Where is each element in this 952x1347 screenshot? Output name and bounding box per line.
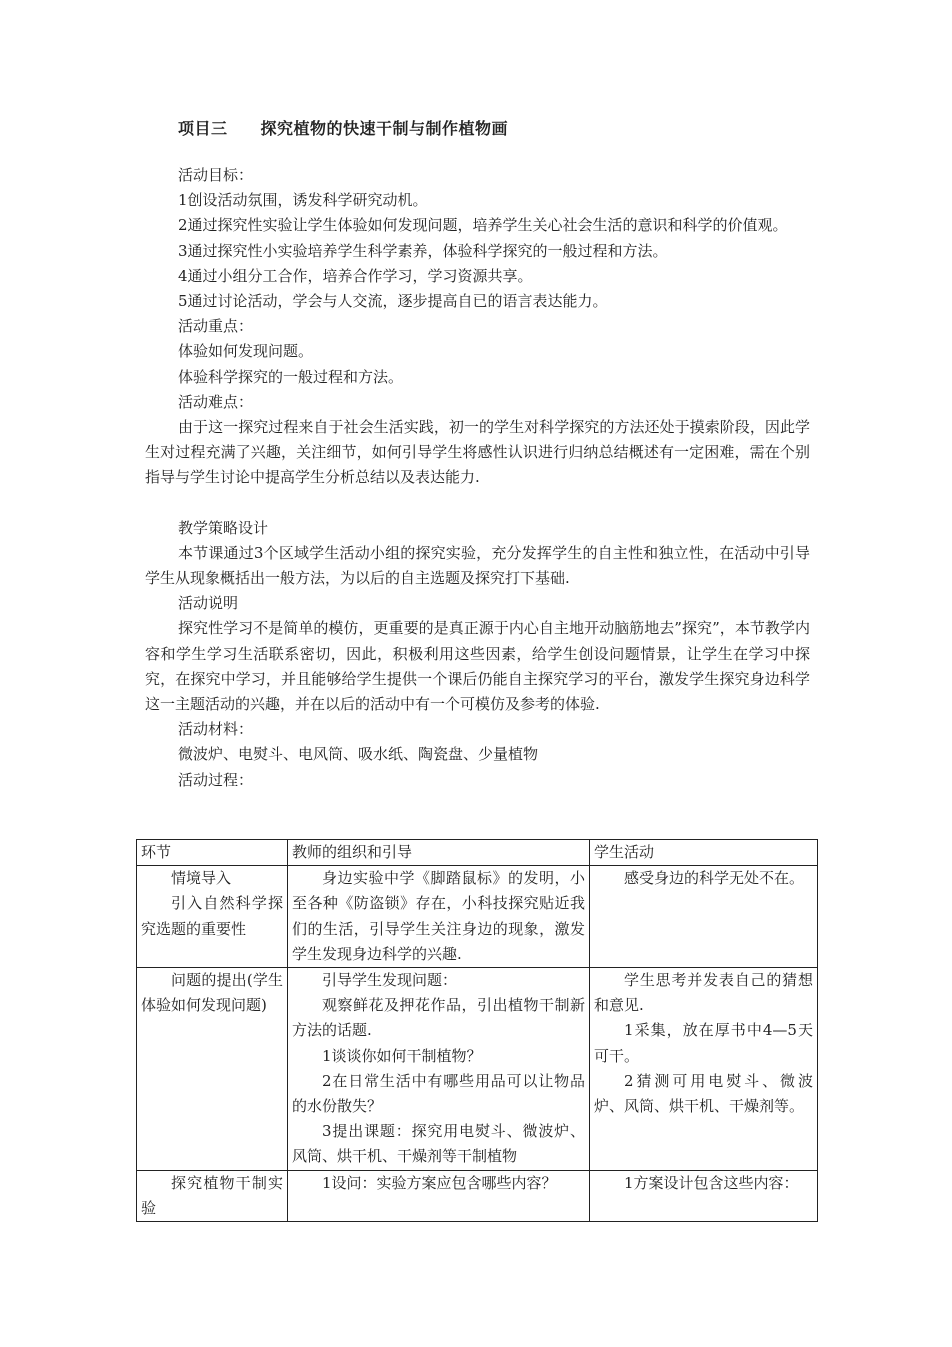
document-body: [145, 163, 810, 793]
student-text: 2猜测可用电熨斗、微波炉、风筒、烘干机、干燥剂等。: [594, 1071, 813, 1116]
student-cell: [590, 968, 818, 1171]
stage-text: 引入自然科学探究选题的重要性: [141, 894, 283, 938]
teacher-text: 身边实验中学《脚踏鼠标》的发明，小至各种《防盗锁》存在，小科技探究贴近我们的生活，引导学生关注身边的现象，激发学生发现身边科学的兴趣.: [292, 869, 585, 963]
objective-2: 2通过探究性实验让学生体验如何发现问题，培养学生关心社会生活的意识和科学的价值观。: [178, 216, 788, 235]
key-point-2: 体验科学探究的一般过程和方法。: [178, 367, 404, 386]
teacher-text: 1谈谈你如何干制植物？: [322, 1046, 482, 1065]
objective-1: 1创设活动氛围，诱发科学研究动机。: [178, 191, 428, 210]
header-stage: 环节: [137, 840, 288, 866]
heading-objectives: 活动目标：: [178, 166, 254, 184]
teacher-text: 引导学生发现问题：: [322, 971, 458, 990]
header-teacher: 教师的组织和引导: [288, 840, 590, 866]
objective-5: 5通过讨论活动，学会与人交流，逐步提高自已的语言表达能力。: [178, 292, 608, 311]
heading-description: 活动说明: [178, 594, 239, 613]
stage-cell: [137, 866, 288, 968]
heading-process: 活动过程：: [178, 770, 254, 789]
student-cell: [590, 866, 818, 968]
stage-text: 探究植物干制实验: [141, 1173, 283, 1217]
heading-strategy: 教学策略设计: [178, 518, 269, 537]
student-text: 感受身边的科学无处不在。: [624, 869, 805, 888]
teacher-text: 观察鲜花及押花作品，引出植物干制新方法的话题.: [292, 996, 585, 1040]
student-cell: [590, 1170, 818, 1221]
page-title: 项目三 探究植物的快速干制与制作植物画: [178, 119, 509, 138]
table-row: [137, 968, 818, 1171]
teacher-text: 3提出课题：探究用电熨斗、微波炉、风筒、烘干机、干燥剂等干制植物: [292, 1122, 585, 1166]
heading-key-points: 活动重点：: [178, 317, 254, 336]
teacher-cell: [288, 866, 590, 968]
teacher-text: 1设问：实验方案应包含哪些内容？: [322, 1173, 557, 1192]
description-text: 探究性学习不是简单的模仿，更重要的是真正源于内心自主地开动脑筋地去”探究”，本节教学内容和学生学习生活联系密切，因此，积极利用这些因素，给学生创设问题情景，让学生在学习中探究，在探究中学习，并且能够给学生提供一个课后仍能自主探究学习的平台，激发学生探究身边科学这一主题活动的兴趣，并在以后的活动中有一个可模仿及参考的体验.: [145, 619, 810, 714]
teacher-cell: [288, 968, 590, 1171]
objective-3: 3通过探究性小实验培养学生科学素养，体验科学探究的一般过程和方法。: [178, 241, 668, 260]
student-text: 1采集，放在厚书中4—5天可干。: [594, 1021, 813, 1065]
strategy-text: 本节课通过3个区域学生活动小组的探究实验，充分发挥学生的自主性和独立性，在活动中引导学生从现象概括出一般方法，为以后的自主选题及探究打下基础.: [145, 543, 810, 588]
student-text: 1方案设计包含这些内容：: [624, 1173, 799, 1192]
table-row: [137, 1170, 818, 1221]
blank-line: [145, 491, 810, 516]
stage-text: 问题的提出(学生体验如何发现问题): [141, 971, 283, 1015]
stage-cell: [137, 968, 288, 1171]
objective-4: 4通过小组分工合作，培养合作学习，学习资源共享。: [178, 266, 533, 285]
teacher-cell: [288, 1170, 590, 1221]
teacher-text: 2在日常生活中有哪些用品可以让物品的水份散失？: [292, 1071, 585, 1116]
header-student: 学生活动: [590, 840, 818, 866]
difficulties-text: 由于这一探究过程来自于社会生活实践，初一的学生对科学探究的方法还处于摸索阶段，因此学生对过程充满了兴趣，关注细节，如何引导学生将感性认识进行归纳总结概述有一定困难，需在个别指导与学生讨论中提高学生分析总结以及表达能力.: [145, 418, 810, 487]
stage-text: 情境导入: [171, 869, 232, 888]
table-row: [137, 866, 818, 968]
heading-materials: 活动材料：: [178, 720, 254, 739]
materials-text: 微波炉、电熨斗、电风筒、吸水纸、陶瓷盘、少量植物: [178, 745, 539, 764]
heading-difficulties: 活动难点：: [178, 392, 254, 411]
student-text: 学生思考并发表自己的猜想和意见.: [594, 971, 813, 1015]
stage-cell: [137, 1170, 288, 1221]
table-header-row: [137, 840, 818, 866]
key-point-1: 体验如何发现问题。: [178, 342, 314, 361]
process-table: [136, 839, 818, 1222]
